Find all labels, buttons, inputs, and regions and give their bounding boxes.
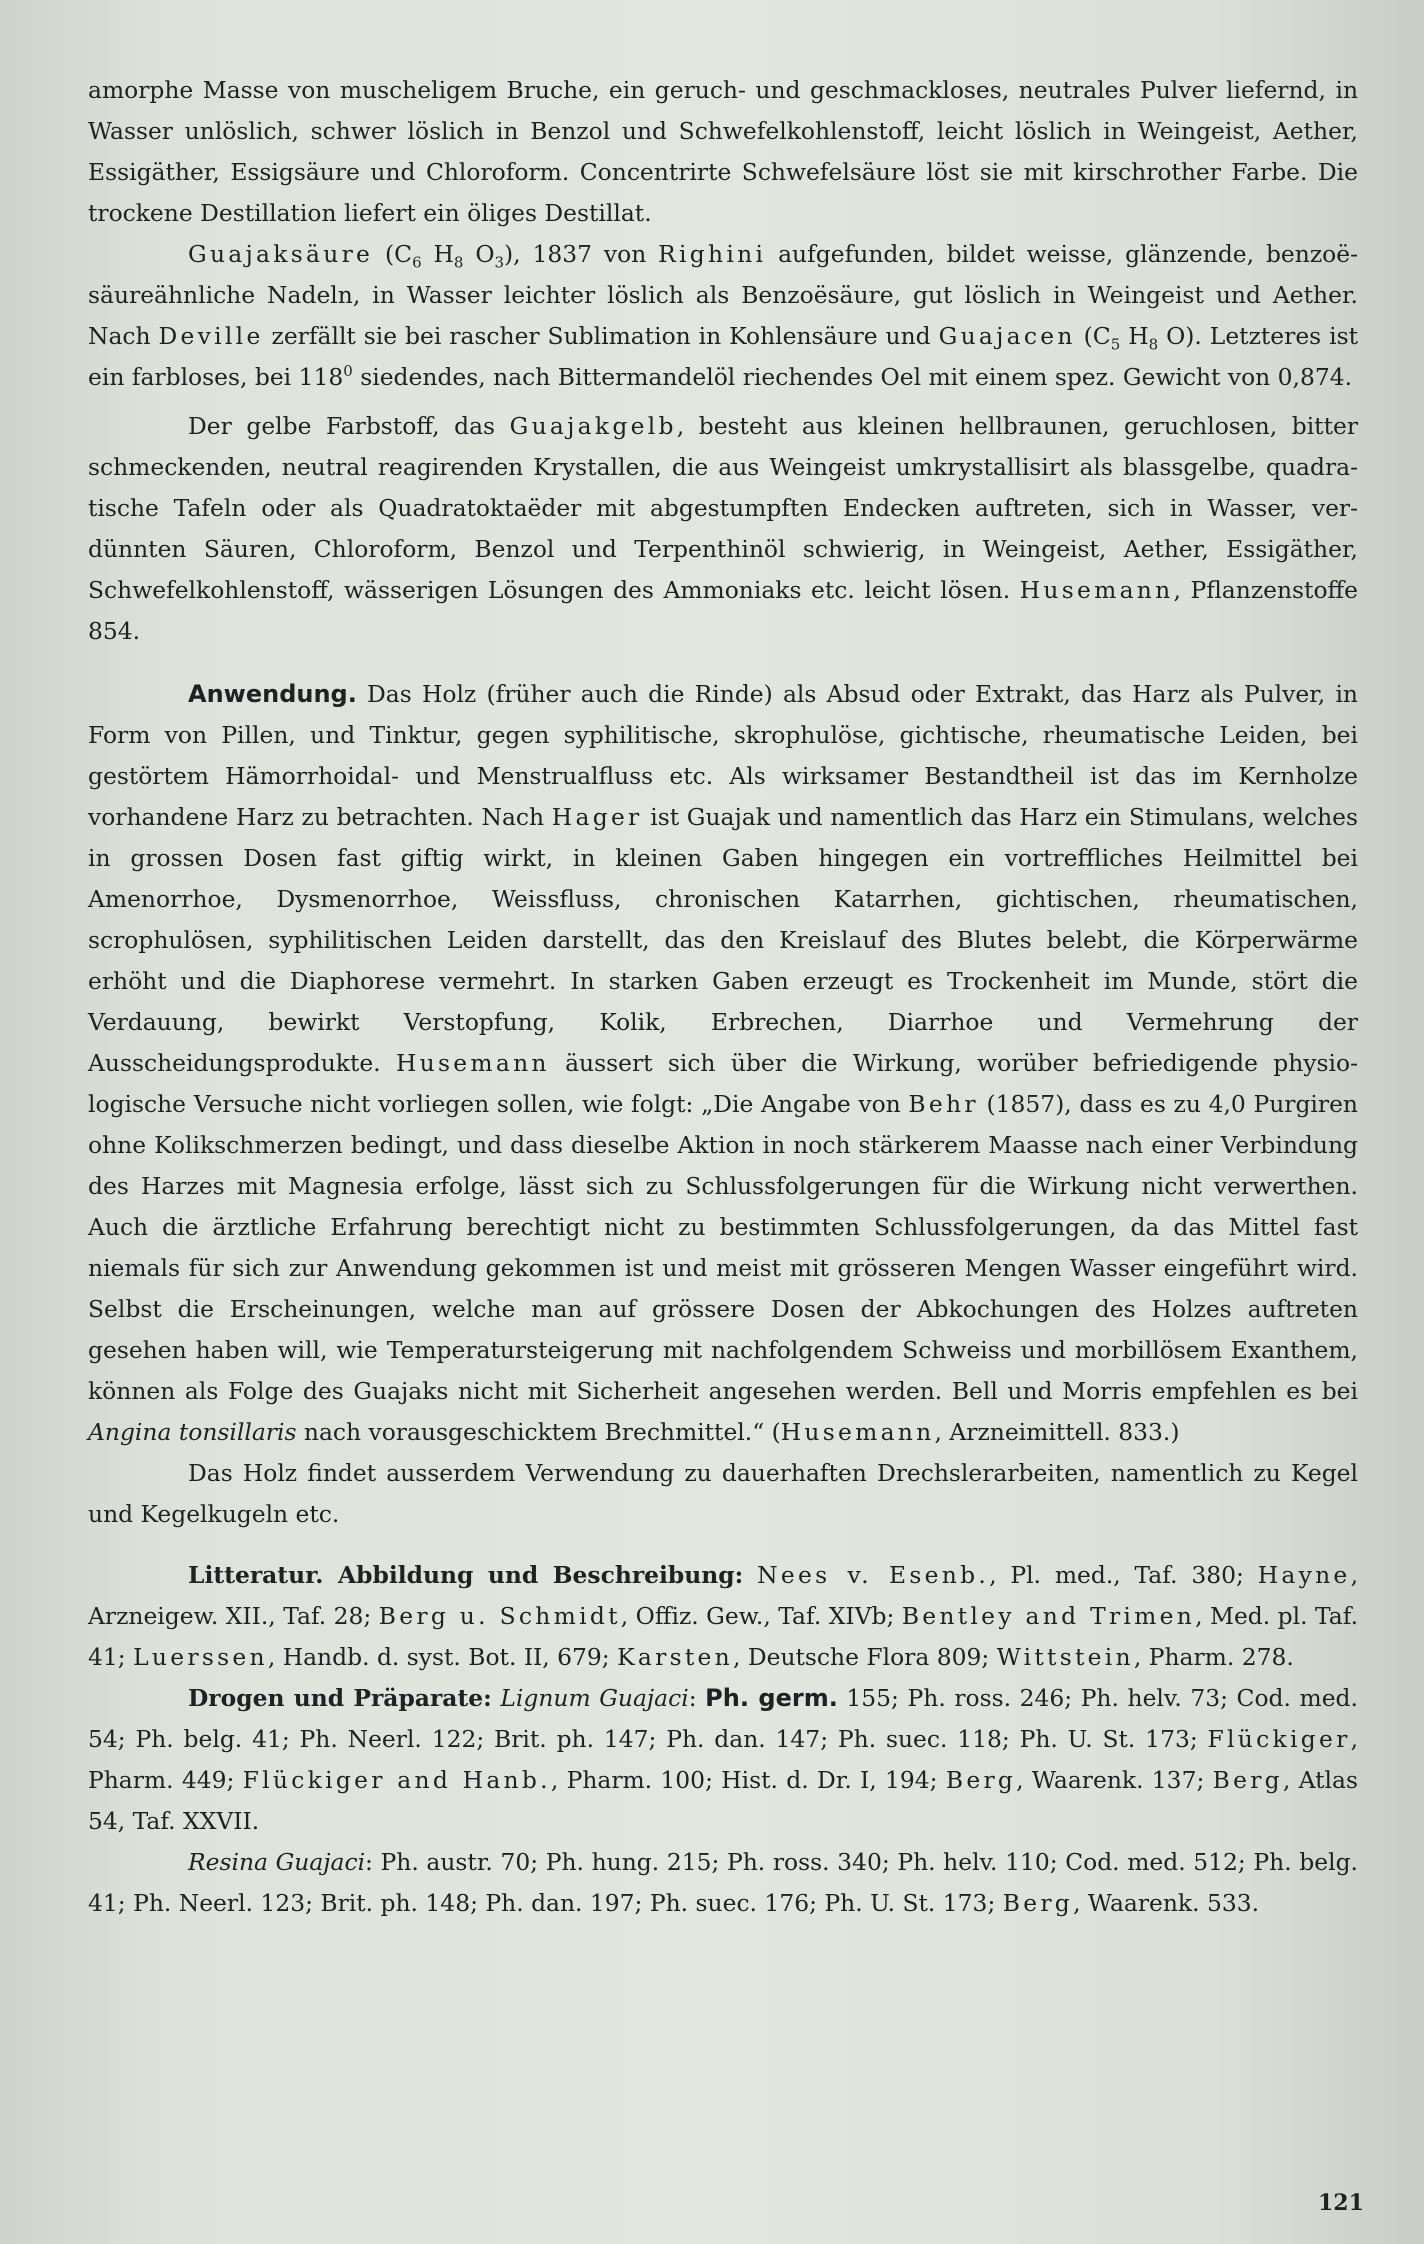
term-resina-guajaci: Resina Guajaci: [188, 1848, 366, 1876]
term-guajacen: Guajacen: [938, 322, 1076, 350]
text-run: Letzteres ist ein farbloses, bei 118: [88, 322, 1358, 391]
intro-line-3: Aether, Essigäther, Essigsäure und Chloroform. Concentrirte Schwefelsäure löst sie mit kirschrother: [88, 117, 1358, 186]
formula-part: O).: [1158, 322, 1202, 350]
text-run: , Atlas 54, Taf. XXVII.: [88, 1766, 1358, 1835]
formula-part: H: [1120, 322, 1149, 350]
text-run: , Offiz. Gew., Taf. XIVb;: [620, 1602, 902, 1630]
author-berg: Berg: [945, 1766, 1017, 1794]
text-run: Das Holz findet ausserdem Verwendung zu dauerhaften Drechslerarbeiten, namentlich zu Kegel und Kegelkugeln etc.: [88, 1459, 1358, 1528]
text-run: , Deutsche Flora 809;: [732, 1643, 997, 1671]
text-run: , Med. pl. Taf. 41;: [88, 1602, 1358, 1671]
text-run: , Waarenk. 533.: [1073, 1889, 1260, 1917]
author-hayne: Hayne: [1257, 1561, 1351, 1589]
text-run: , besteht aus kleinen hellbraunen, geruchlosen, bitter schmeckenden, neutral reagirenden Krystallen, die aus Weingeist umkrystallisirt als blassgelbe, quadratische Tafeln oder als Quadratoktaëder mit abgestumpften Endecken auftreten, sich in Wasser, verdünnten Säuren, Chloroform, Benzol und Terpenthinöl schwierig, in Weingeist, Aether, Essigäther, Schwefelkohlenstoff, wässerigen Lösungen des Ammoniaks etc. leicht lösen.: [88, 412, 1359, 604]
author-hager: Hager: [551, 803, 643, 831]
term-guajaksaeure: Guajaksäure: [188, 240, 374, 268]
text-run: , Waarenk. 137;: [1016, 1766, 1213, 1794]
text-run: , Pflanzenstoffe 854.: [88, 576, 1358, 645]
author-berg: Berg: [1212, 1766, 1283, 1794]
formula-sub: 6: [412, 253, 422, 272]
term-angina: Angina tonsillaris: [88, 1418, 297, 1446]
text-run: , Pharm. 100; Hist. d. Dr. I, 194;: [550, 1766, 946, 1794]
text-run: , Pl. med., Taf. 380;: [989, 1561, 1258, 1589]
formula-sub: 8: [1148, 335, 1159, 354]
text-run: Das Holz (früher auch die Rinde) als Absud oder Extrakt, das Harz als Pulver, in Form von Pillen, und Tinktur, gegen syphilitische, skrophulöse, gichtische, rheumatische Leiden, bei gestörtem Hämorrhoidal- und Menstrualfluss etc. Als wirksamer Bestandtheil ist das im Kernholze vorhandene Harz zu betrachten. Nach: [88, 680, 1358, 831]
author-husemann: Husemann: [780, 1418, 935, 1446]
text-run: nach vorausgeschicktem Brechmittel.“ (: [296, 1418, 781, 1446]
text-run: :: [688, 1684, 706, 1712]
paragraph-anwendung: [88, 674, 1358, 1453]
author-bentley: Bentley and Trimen: [901, 1602, 1196, 1630]
text-run: : Ph. austr. 70; Ph. hung. 215; Ph. ross. 340; Ph. helv. 110; Cod. med. 512; Ph. belg. 41; Ph. Neerl. 123; Brit. ph. 148; Ph. dan. 197; Ph. suec. 176; Ph. U. St. 173;: [88, 1848, 1358, 1917]
term-lignum-guajaci: Lignum Guajaci: [500, 1684, 689, 1712]
text-run: , Handb. d. syst. Bot. II, 679;: [267, 1643, 618, 1671]
author-husemann: Husemann: [1019, 576, 1174, 604]
paragraph-litteratur: [88, 1555, 1358, 1678]
author-karsten: Karsten: [617, 1643, 733, 1671]
formula-part: H: [421, 240, 454, 268]
paragraph-holz: [88, 1453, 1358, 1535]
formula-part: ),: [504, 240, 521, 268]
intro-line-4: Farbe. Die trockene Destillation liefert ein öliges Destillat.: [88, 158, 1359, 227]
text-run: , Pharm. 449;: [88, 1725, 1358, 1794]
text-run: , Pharm. 278.: [1133, 1643, 1294, 1671]
author-luerssen: Luerssen: [133, 1643, 268, 1671]
text-column: [88, 70, 1358, 1924]
text-run: , Arzneigew. XII., Taf. 28;: [88, 1561, 1358, 1630]
formula-sub: 5: [1110, 335, 1121, 354]
text-run: (1857), dass es zu 4,0 Purgiren ohne Kolikschmerzen bedingt, und dass dieselbe Aktion in noch stärkerem Maasse nach einer Verbindung des Harzes mit Magnesia erfolge, lässt sich zu Schlussfolgerungen für die Wirkung nicht verwerthen. Auch die ärztliche Erfahrung berechtigt nicht zu bestimmten Schlussfolgerungen, da das Mittel fast niemals für sich zur Anwendung gekommen ist und meist mit grösseren Mengen Wasser eingeführt wird. Selbst die Erscheinungen, welche man auf grössere Dosen der Abkochungen des Holzes auftreten gesehen haben will, wie Temperatursteigerung mit nachfolgendem Schweiss und morbillösem Exanthem, können als Folge des Guajaks nicht mit Sicherheit angesehen werden. Bell und Morris empfehlen es bei: [88, 1090, 1358, 1405]
text-run: 1837 von: [520, 240, 659, 268]
author-berg: Berg u. Schmidt: [378, 1602, 621, 1630]
author-wittstein: Wittstein: [996, 1643, 1134, 1671]
paragraph-resina: [88, 1842, 1358, 1924]
author-nees: Nees v. Esenb.: [757, 1561, 990, 1589]
term-guajakgelb: Guajakgelb: [509, 412, 677, 440]
intro-line-2: in Wasser unlöslich, schwer löslich in Benzol und Schwefelkohlenstoff, leicht löslich in Weingeist,: [88, 76, 1359, 145]
text-run: siedendes, nach Bittermandelöl riechendes Oel mit einem spez. Gewicht von 0,874.: [352, 363, 1353, 391]
formula-part: O: [463, 240, 495, 268]
formula-sub: 3: [494, 253, 505, 272]
author-deville: Deville: [158, 322, 264, 350]
text-run: äussert sich über die Wirkung, worüber befriedigende physiologische Versuche nicht vorliegen sollen, wie folgt: „Die Angabe von: [88, 1049, 1358, 1118]
heading-drogen: Drogen und Präparate:: [188, 1684, 492, 1712]
author-flueckiger-hanb: Flückiger and Hanb.: [242, 1766, 551, 1794]
ph-germ: Ph. germ.: [705, 1684, 838, 1712]
text-run: aufgefunden, bildet weisse, glänzende, benzoësäureähnliche Nadeln, in Wasser leichter löslich als Benzoësäure, gut löslich in Weingeist und Aether. Nach: [88, 240, 1358, 350]
formula-part: (C: [1075, 322, 1111, 350]
paragraph-drogen: [88, 1678, 1358, 1842]
author-flueckiger: Flückiger: [1207, 1725, 1351, 1753]
intro-line-1: amorphe Masse von muscheligem Bruche, ein geruch- und geschmackloses, neutrales Pulver liefernd,: [88, 76, 1326, 104]
heading-anwendung: Anwendung.: [188, 680, 357, 708]
text-run: , Arzneimittell. 833.): [934, 1418, 1180, 1446]
text-run: ist Guajak und namentlich das Harz ein Stimulans, welches in grossen Dosen fast giftig wirkt, in kleinen Gaben hingegen ein vortreffliches Heilmittel bei Amenorrhoe, Dysmenorrhoe, Weissfluss, chronischen Katarrhen, gichtischen, rheumatischen, scrophulösen, syphilitischen Leiden darstellt, das den Kreislauf des Blutes belebt, die Körperwärme erhöht und die Diaphorese vermehrt. In starken Gaben erzeugt es Trockenheit im Munde, stört die Verdauung, bewirkt Verstopfung, Kolik, Erbrechen, Diarrhoe und Vermehrung der Ausscheidungsprodukte.: [88, 803, 1359, 1077]
text-run: 155; Ph. ross. 246; Ph. helv. 73; Cod. med. 54; Ph. belg. 41; Ph. Neerl. 122; Brit. ph. 147; Ph. dan. 147; Ph. suec. 118; Ph. U. St. 173;: [88, 1684, 1358, 1753]
paragraph-guajaksaeure: [88, 234, 1358, 398]
author-righini: Righini: [658, 240, 767, 268]
heading-litteratur: Litteratur. Abbildung und Beschreibung:: [188, 1561, 744, 1589]
author-berg: Berg: [1002, 1889, 1074, 1917]
author-husemann: Husemann: [395, 1049, 550, 1077]
formula-sub: 8: [453, 253, 464, 272]
formula-part: (C: [385, 240, 413, 268]
degree-mark: 0: [343, 362, 353, 381]
paragraph-guajakgelb: [88, 406, 1358, 652]
paragraph-intro: [88, 70, 1358, 234]
author-behr: Behr: [908, 1090, 979, 1118]
text-run: Der gelbe Farbstoff, das: [188, 412, 510, 440]
page-number: 121: [1318, 2190, 1364, 2216]
text-run: zerfällt sie bei rascher Sublimation in Kohlensäure und: [263, 322, 939, 350]
